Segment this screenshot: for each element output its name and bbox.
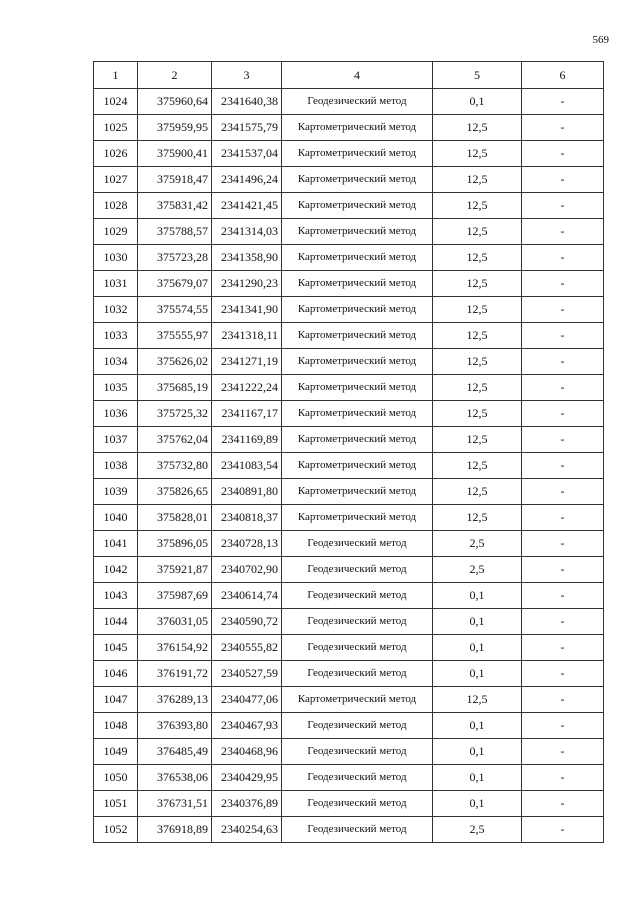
y-coordinate-cell: 2340614,74 [212, 583, 282, 609]
table-row [94, 323, 604, 349]
x-coordinate-cell: 375900,41 [138, 141, 212, 167]
note-cell: - [522, 765, 604, 791]
table-row [94, 167, 604, 193]
y-coordinate-cell: 2341222,24 [212, 375, 282, 401]
column-header: 4 [282, 62, 433, 89]
accuracy-cell: 12,5 [433, 427, 522, 453]
method-cell: Геодезический метод [282, 583, 433, 609]
x-coordinate-cell: 376191,72 [138, 661, 212, 687]
table-row [94, 141, 604, 167]
y-coordinate-cell: 2341358,90 [212, 245, 282, 271]
x-coordinate-cell: 375574,55 [138, 297, 212, 323]
method-cell: Геодезический метод [282, 791, 433, 817]
table-row [94, 583, 604, 609]
y-coordinate-cell: 2340254,63 [212, 817, 282, 843]
accuracy-cell: 12,5 [433, 349, 522, 375]
point-number-cell: 1048 [94, 713, 138, 739]
x-coordinate-cell: 375828,01 [138, 505, 212, 531]
accuracy-cell: 2,5 [433, 817, 522, 843]
method-cell: Геодезический метод [282, 635, 433, 661]
note-cell: - [522, 193, 604, 219]
x-coordinate-cell: 375896,05 [138, 531, 212, 557]
y-coordinate-cell: 2341640,38 [212, 89, 282, 115]
x-coordinate-cell: 376393,80 [138, 713, 212, 739]
y-coordinate-cell: 2341496,24 [212, 167, 282, 193]
y-coordinate-cell: 2340376,89 [212, 791, 282, 817]
accuracy-cell: 12,5 [433, 453, 522, 479]
method-cell: Картометрический метод [282, 141, 433, 167]
table-row [94, 427, 604, 453]
point-number-cell: 1032 [94, 297, 138, 323]
y-coordinate-cell: 2341169,89 [212, 427, 282, 453]
accuracy-cell: 12,5 [433, 219, 522, 245]
x-coordinate-cell: 376154,92 [138, 635, 212, 661]
x-coordinate-cell: 375685,19 [138, 375, 212, 401]
point-number-cell: 1030 [94, 245, 138, 271]
column-header: 2 [138, 62, 212, 89]
y-coordinate-cell: 2340891,80 [212, 479, 282, 505]
table-row [94, 479, 604, 505]
accuracy-cell: 2,5 [433, 531, 522, 557]
accuracy-cell: 0,1 [433, 661, 522, 687]
accuracy-cell: 0,1 [433, 765, 522, 791]
table-row [94, 739, 604, 765]
point-number-cell: 1049 [94, 739, 138, 765]
note-cell: - [522, 349, 604, 375]
note-cell: - [522, 219, 604, 245]
note-cell: - [522, 583, 604, 609]
point-number-cell: 1029 [94, 219, 138, 245]
table-row [94, 193, 604, 219]
y-coordinate-cell: 2341318,11 [212, 323, 282, 349]
y-coordinate-cell: 2341314,03 [212, 219, 282, 245]
point-number-cell: 1050 [94, 765, 138, 791]
table-row [94, 401, 604, 427]
method-cell: Геодезический метод [282, 89, 433, 115]
x-coordinate-cell: 375762,04 [138, 427, 212, 453]
y-coordinate-cell: 2340468,96 [212, 739, 282, 765]
y-coordinate-cell: 2341271,19 [212, 349, 282, 375]
table-row [94, 557, 604, 583]
note-cell: - [522, 687, 604, 713]
accuracy-cell: 12,5 [433, 505, 522, 531]
note-cell: - [522, 739, 604, 765]
x-coordinate-cell: 375626,02 [138, 349, 212, 375]
table-row [94, 245, 604, 271]
method-cell: Картометрический метод [282, 219, 433, 245]
column-header: 5 [433, 62, 522, 89]
note-cell: - [522, 89, 604, 115]
point-number-cell: 1025 [94, 115, 138, 141]
method-cell: Картометрический метод [282, 479, 433, 505]
accuracy-cell: 12,5 [433, 375, 522, 401]
point-number-cell: 1027 [94, 167, 138, 193]
accuracy-cell: 0,1 [433, 609, 522, 635]
x-coordinate-cell: 376031,05 [138, 609, 212, 635]
x-coordinate-cell: 375921,87 [138, 557, 212, 583]
table-row [94, 219, 604, 245]
point-number-cell: 1043 [94, 583, 138, 609]
accuracy-cell: 0,1 [433, 713, 522, 739]
method-cell: Картометрический метод [282, 401, 433, 427]
x-coordinate-cell: 375831,42 [138, 193, 212, 219]
note-cell: - [522, 271, 604, 297]
accuracy-cell: 12,5 [433, 115, 522, 141]
table-row [94, 791, 604, 817]
accuracy-cell: 12,5 [433, 297, 522, 323]
note-cell: - [522, 609, 604, 635]
note-cell: - [522, 453, 604, 479]
y-coordinate-cell: 2341575,79 [212, 115, 282, 141]
accuracy-cell: 12,5 [433, 193, 522, 219]
method-cell: Геодезический метод [282, 765, 433, 791]
table-row [94, 89, 604, 115]
method-cell: Картометрический метод [282, 245, 433, 271]
y-coordinate-cell: 2341537,04 [212, 141, 282, 167]
table-row [94, 375, 604, 401]
x-coordinate-cell: 375987,69 [138, 583, 212, 609]
method-cell: Картометрический метод [282, 323, 433, 349]
point-number-cell: 1046 [94, 661, 138, 687]
y-coordinate-cell: 2341167,17 [212, 401, 282, 427]
x-coordinate-cell: 375723,28 [138, 245, 212, 271]
point-number-cell: 1052 [94, 817, 138, 843]
method-cell: Картометрический метод [282, 193, 433, 219]
accuracy-cell: 12,5 [433, 479, 522, 505]
note-cell: - [522, 531, 604, 557]
method-cell: Геодезический метод [282, 817, 433, 843]
table-row [94, 687, 604, 713]
method-cell: Геодезический метод [282, 739, 433, 765]
point-number-cell: 1035 [94, 375, 138, 401]
column-header: 6 [522, 62, 604, 89]
note-cell: - [522, 297, 604, 323]
table-row [94, 609, 604, 635]
accuracy-cell: 12,5 [433, 401, 522, 427]
note-cell: - [522, 713, 604, 739]
point-number-cell: 1034 [94, 349, 138, 375]
point-number-cell: 1024 [94, 89, 138, 115]
point-number-cell: 1047 [94, 687, 138, 713]
table-row [94, 765, 604, 791]
column-header: 3 [212, 62, 282, 89]
x-coordinate-cell: 375918,47 [138, 167, 212, 193]
method-cell: Геодезический метод [282, 531, 433, 557]
note-cell: - [522, 401, 604, 427]
method-cell: Геодезический метод [282, 661, 433, 687]
table-row [94, 531, 604, 557]
method-cell: Картометрический метод [282, 427, 433, 453]
note-cell: - [522, 505, 604, 531]
note-cell: - [522, 791, 604, 817]
note-cell: - [522, 635, 604, 661]
table-row [94, 349, 604, 375]
point-number-cell: 1026 [94, 141, 138, 167]
note-cell: - [522, 557, 604, 583]
accuracy-cell: 12,5 [433, 167, 522, 193]
method-cell: Картометрический метод [282, 453, 433, 479]
accuracy-cell: 0,1 [433, 89, 522, 115]
method-cell: Картометрический метод [282, 115, 433, 141]
y-coordinate-cell: 2340590,72 [212, 609, 282, 635]
x-coordinate-cell: 375732,80 [138, 453, 212, 479]
note-cell: - [522, 141, 604, 167]
table-row [94, 271, 604, 297]
y-coordinate-cell: 2341341,90 [212, 297, 282, 323]
y-coordinate-cell: 2340702,90 [212, 557, 282, 583]
accuracy-cell: 12,5 [433, 687, 522, 713]
note-cell: - [522, 817, 604, 843]
accuracy-cell: 12,5 [433, 141, 522, 167]
accuracy-cell: 0,1 [433, 583, 522, 609]
note-cell: - [522, 167, 604, 193]
y-coordinate-cell: 2340527,59 [212, 661, 282, 687]
note-cell: - [522, 479, 604, 505]
y-coordinate-cell: 2340555,82 [212, 635, 282, 661]
table-row [94, 505, 604, 531]
point-number-cell: 1040 [94, 505, 138, 531]
x-coordinate-cell: 376485,49 [138, 739, 212, 765]
x-coordinate-cell: 375725,32 [138, 401, 212, 427]
y-coordinate-cell: 2341290,23 [212, 271, 282, 297]
table-row [94, 453, 604, 479]
point-number-cell: 1039 [94, 479, 138, 505]
accuracy-cell: 12,5 [433, 245, 522, 271]
method-cell: Картометрический метод [282, 687, 433, 713]
point-number-cell: 1041 [94, 531, 138, 557]
x-coordinate-cell: 375826,65 [138, 479, 212, 505]
accuracy-cell: 12,5 [433, 323, 522, 349]
table-row [94, 297, 604, 323]
x-coordinate-cell: 376731,51 [138, 791, 212, 817]
note-cell: - [522, 661, 604, 687]
table-row [94, 817, 604, 843]
point-number-cell: 1051 [94, 791, 138, 817]
x-coordinate-cell: 375788,57 [138, 219, 212, 245]
note-cell: - [522, 323, 604, 349]
y-coordinate-cell: 2340477,06 [212, 687, 282, 713]
y-coordinate-cell: 2340429,95 [212, 765, 282, 791]
accuracy-cell: 0,1 [433, 791, 522, 817]
y-coordinate-cell: 2341083,54 [212, 453, 282, 479]
x-coordinate-cell: 375959,95 [138, 115, 212, 141]
note-cell: - [522, 427, 604, 453]
method-cell: Картометрический метод [282, 505, 433, 531]
y-coordinate-cell: 2340728,13 [212, 531, 282, 557]
table-body [94, 89, 604, 843]
x-coordinate-cell: 375960,64 [138, 89, 212, 115]
coordinates-table [93, 61, 604, 843]
method-cell: Картометрический метод [282, 297, 433, 323]
table-row [94, 661, 604, 687]
method-cell: Геодезический метод [282, 713, 433, 739]
x-coordinate-cell: 375555,97 [138, 323, 212, 349]
point-number-cell: 1038 [94, 453, 138, 479]
table-row [94, 713, 604, 739]
note-cell: - [522, 115, 604, 141]
note-cell: - [522, 245, 604, 271]
method-cell: Картометрический метод [282, 271, 433, 297]
method-cell: Картометрический метод [282, 349, 433, 375]
point-number-cell: 1036 [94, 401, 138, 427]
method-cell: Геодезический метод [282, 609, 433, 635]
table-row [94, 635, 604, 661]
point-number-cell: 1045 [94, 635, 138, 661]
accuracy-cell: 0,1 [433, 635, 522, 661]
point-number-cell: 1028 [94, 193, 138, 219]
point-number-cell: 1044 [94, 609, 138, 635]
table-header-row [94, 62, 604, 89]
x-coordinate-cell: 376538,06 [138, 765, 212, 791]
table-row [94, 115, 604, 141]
method-cell: Картометрический метод [282, 167, 433, 193]
x-coordinate-cell: 376918,89 [138, 817, 212, 843]
page-number: 569 [592, 34, 609, 46]
method-cell: Картометрический метод [282, 375, 433, 401]
y-coordinate-cell: 2341421,45 [212, 193, 282, 219]
accuracy-cell: 12,5 [433, 271, 522, 297]
y-coordinate-cell: 2340467,93 [212, 713, 282, 739]
point-number-cell: 1042 [94, 557, 138, 583]
point-number-cell: 1037 [94, 427, 138, 453]
accuracy-cell: 2,5 [433, 557, 522, 583]
note-cell: - [522, 375, 604, 401]
y-coordinate-cell: 2340818,37 [212, 505, 282, 531]
accuracy-cell: 0,1 [433, 739, 522, 765]
point-number-cell: 1033 [94, 323, 138, 349]
method-cell: Геодезический метод [282, 557, 433, 583]
x-coordinate-cell: 376289,13 [138, 687, 212, 713]
point-number-cell: 1031 [94, 271, 138, 297]
x-coordinate-cell: 375679,07 [138, 271, 212, 297]
column-header: 1 [94, 62, 138, 89]
